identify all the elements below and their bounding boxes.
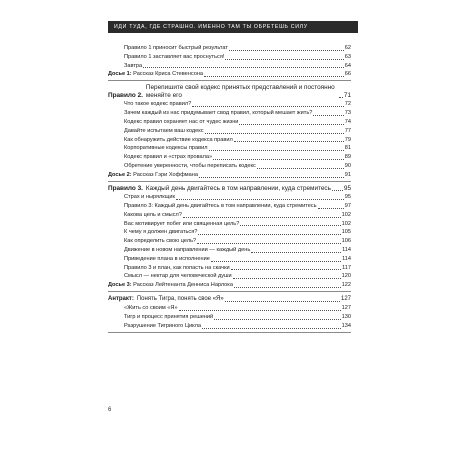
toc-entry[interactable]: Правило 1 приносит быстрый результат 62	[124, 45, 351, 51]
toc-dossier[interactable]: Досье 1: Рассказ Криса Стевенсона 66	[108, 71, 351, 78]
leader-dots	[183, 217, 341, 218]
leader-dots	[214, 319, 341, 320]
toc-rule-heading[interactable]: Правило 2. Перепишите свой кодекс принятых представлений и постоянно меняйте его 71	[108, 84, 351, 99]
toc-rule-heading[interactable]: Правило 3. Каждый день двигайтесь в том направлении, куда стремитесь 95	[108, 184, 351, 192]
toc-entry[interactable]: Движение в новом направлении — каждый день 114	[124, 246, 351, 253]
toc-entry[interactable]: Правило 3 и план, как попасть на скачки 117	[124, 264, 351, 271]
leader-dots	[313, 115, 343, 116]
toc-entry[interactable]: «Жить со своим «Я» 127	[124, 305, 351, 312]
toc-entry[interactable]: Давайте испытаем ваш кодекс 77	[124, 127, 351, 134]
toc-entry[interactable]: Зачем каждый из нас придумывает свод правил, который мешает жить? 73	[124, 110, 351, 117]
leader-dots	[202, 328, 341, 329]
leader-dots	[205, 133, 344, 134]
toc-entry[interactable]: Что такое кодекс правил? 72	[124, 101, 351, 108]
leader-dots	[231, 269, 341, 270]
toc-entry[interactable]: Страх и нырялкщик 95	[124, 194, 351, 201]
toc-interlude-heading[interactable]: Антракт: Понять Тигра, понять свое «Я» 127	[108, 295, 351, 302]
leader-dots	[199, 177, 344, 178]
toc-interlude	[108, 296, 351, 333]
leader-dots	[332, 190, 343, 191]
toc-section-3	[108, 185, 351, 292]
leader-dots	[211, 261, 341, 262]
leader-dots	[143, 67, 344, 68]
running-header-text: ИДИ ТУДА, ГДЕ СТРАШНО. ИМЕННО ТАМ ТЫ ОБРЕТЕШЬ СИЛУ	[114, 24, 308, 30]
leader-dots	[198, 234, 340, 235]
toc-entry[interactable]: Смысл — нектар для человеческой души 120	[124, 273, 351, 280]
leader-dots	[192, 106, 344, 107]
toc-entry[interactable]: Кодекс правил охраняет нас от чудес жизни 74	[124, 118, 351, 125]
leader-dots	[234, 287, 341, 288]
leader-dots	[209, 150, 344, 151]
leader-dots	[229, 50, 344, 51]
leader-dots	[251, 252, 341, 253]
toc-entry[interactable]: Какова цель и смысл? 102	[124, 211, 351, 218]
running-header	[108, 21, 358, 33]
leader-dots	[179, 310, 341, 311]
leader-dots	[225, 301, 340, 302]
leader-dots	[239, 124, 343, 125]
leader-dots	[257, 168, 344, 169]
toc-entry[interactable]: Обретение уверенности, чтобы переписать кодекс 90	[124, 162, 351, 169]
toc-entry[interactable]: Как обнаружить действие кодекса правил 79	[124, 136, 351, 143]
leader-dots	[233, 278, 341, 279]
toc-entry[interactable]: Завтра 64	[124, 62, 351, 69]
leader-dots	[339, 97, 343, 98]
toc-entry[interactable]: Корпоративные кодексы правил 81	[124, 145, 351, 152]
leader-dots	[176, 199, 344, 200]
leader-dots	[318, 208, 344, 209]
toc-entry[interactable]: Правило 1 заставляет вас проснуться! 63	[124, 53, 351, 60]
leader-dots	[225, 59, 343, 60]
leader-dots	[213, 159, 344, 160]
toc-dossier[interactable]: Досье 3: Рассказ Лейтенанта Денниса Нарлока 122	[108, 282, 351, 289]
toc-entry[interactable]: Приведение плана в исполнение 114	[124, 255, 351, 262]
toc-entry[interactable]: Разрушение Тигриного Цикла 134	[124, 322, 351, 329]
toc-entry[interactable]: Кодекс правил и «страх провала» 89	[124, 154, 351, 161]
toc-entry[interactable]: Тигр и процесс принятия решений 130	[124, 314, 351, 321]
toc-section-1	[108, 45, 351, 81]
leader-dots	[204, 76, 344, 77]
toc-section-2	[108, 84, 351, 181]
leader-dots	[234, 141, 344, 142]
leader-dots	[240, 225, 340, 226]
toc-entry[interactable]: Как определить свою цель? 106	[124, 238, 351, 245]
toc-dossier[interactable]: Досье 2: Рассказ Гэри Хоффмана 91	[108, 171, 351, 178]
table-of-contents	[108, 43, 351, 333]
leader-dots	[197, 243, 341, 244]
page-number: 6	[108, 407, 112, 413]
toc-entry[interactable]: К чему я должен двигаться? 105	[124, 229, 351, 236]
toc-entry[interactable]: Правило 3: Каждый день двигайтесь в том направлении, куда стремитесь 97	[124, 202, 351, 209]
toc-entry[interactable]: Вас мотивирует побег или священная цель? 102	[124, 220, 351, 227]
